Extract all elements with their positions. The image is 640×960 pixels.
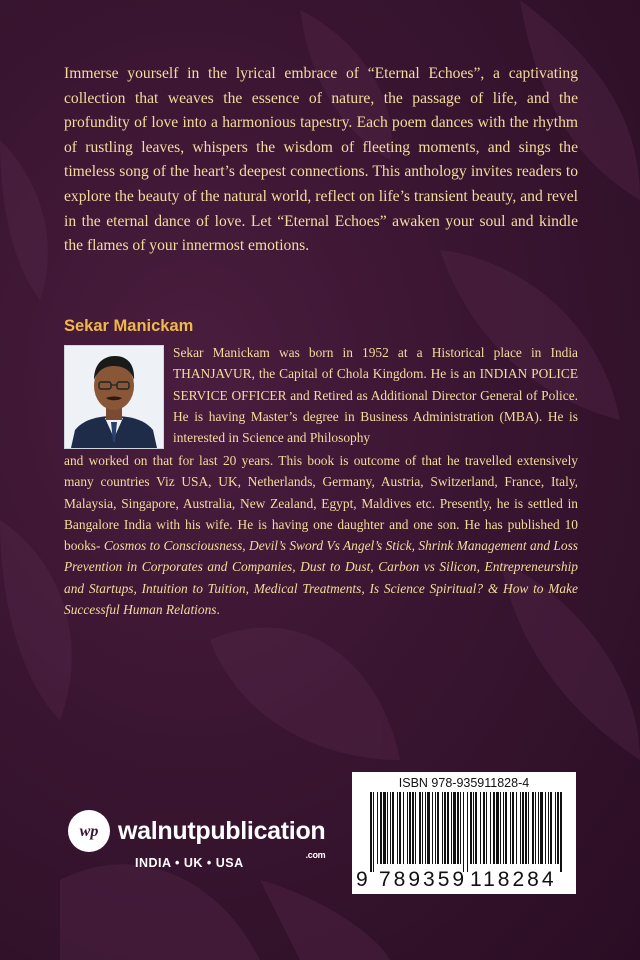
barcode-bar [532,792,534,864]
barcode-bar [463,792,464,872]
barcode-bar [557,792,559,864]
barcode-bar [496,792,499,864]
barcode-bar [437,792,439,864]
author-book-list: Cosmos to Consciousness, Devil’s Sword Vs Angel’s Stick, Shrink Management and Loss Prevention in Corporates and Companies, Dust to Dust, Carbon vs Silicon, Entrepreneurship and Startups, Intuition to Tuition, Medical Treatments, Is Science Spiritual? & How to Make Successful Human Relations [64,538,578,618]
barcode-bar [407,792,408,864]
author-bio-end: . [216,602,220,618]
isbn-digits [352,868,576,890]
barcode-bar [560,792,562,872]
barcode-bar [528,792,529,864]
barcode-bar [397,792,398,864]
barcode-bar [422,792,423,864]
barcode-bar [512,792,514,864]
barcode-bar [453,792,456,864]
isbn-label: ISBN 978-935911828-4 [398,776,530,790]
publisher-logo [68,810,326,860]
publisher-logo-mark [68,810,110,852]
publisher-name-text: walnutpublication [118,817,326,845]
barcode-bar [419,792,421,864]
barcode-bar [548,792,549,864]
barcode-bar [510,792,511,864]
barcode-bar [520,792,521,864]
barcode-bar [457,792,459,864]
barcode-bar [370,792,372,872]
svg-text:wp: wp [79,823,99,840]
walnut-wp-icon [74,820,104,842]
barcode-bar [460,792,461,864]
barcode-bar [486,792,487,864]
barcode-bar [373,792,374,872]
author-bio-continued [64,450,578,620]
barcode-bar [451,792,452,864]
author-photo [64,345,164,449]
author-bio-intro: Sekar Manickam was born in 1952 at a Historical place in India THANJAVUR, the Capital of Chola Kingdom. He is an INDIAN POLICE SERVICE OFFICER and Retired as Additional Director General of Police. He is having Master’s degree in Business Administration (MBA). He is interested in Science and Philosophy [173,345,578,446]
barcode-bar [490,792,491,864]
book-description: Immerse yourself in the lyrical embrace of “Eternal Echoes”, a captivating collection that weaves the essence of nature, the passage of life, and the profundity of love into a harmonious tapestry. Each poem dances with the rhythm of rustling leaves, whispers the wisdom of fleeting moments, and sings the timeless song of the heart’s deepest connections. This anthology invites readers to explore the beauty of the natural world, reflect on life’s transient beauty, and revel in the eternal dance of love. Let “Eternal Echoes” awaken your soul and kindle the flames of your innermost emotions. [64,65,578,255]
author-bio-text: and worked on that for last 20 years. This book is outcome of that he travelled extensively many countries Viz USA, UK, Netherlands, Germany, Austria, Switzerland, France, Italy, Malaysia, Singapore, Australia, New Zealand, Egypt, Maldives etc. Presently, he is settled in Bangalore India with his wife. He is having one daughter and one son. He has published 10 books- [64,453,578,554]
barcode-bar [500,792,501,864]
barcode-bar [442,792,443,864]
publisher-name [118,817,326,860]
barcode-bar [425,792,426,864]
barcode-bar [383,792,386,864]
barcode-bar [432,792,433,864]
barcode-bar [470,792,472,864]
barcode-bar [475,792,477,864]
barcode-bar [390,792,391,864]
barcode-bar [473,792,474,864]
barcode-bar [550,792,552,864]
publisher-domain: .com [305,850,326,860]
barcode-bar [387,792,388,864]
barcode-bar [377,792,378,864]
barcode-bar [516,792,517,864]
barcode-bar [415,792,416,864]
isbn-barcode-block [352,772,576,894]
isbn-digit-first: 9 [356,868,368,891]
barcode-bar [403,792,404,864]
isbn-digits-right: 118284 [470,868,557,891]
barcode-bar [503,792,504,864]
barcode-bar [444,792,446,864]
barcode-bar [505,792,507,864]
barcode-bar [392,792,394,864]
barcode-bar [545,792,546,864]
isbn-digits-left: 789359 [379,868,468,891]
barcode-bar [483,792,485,864]
barcode-bar [480,792,481,864]
barcode-bar [412,792,414,864]
barcode-bar [409,792,411,864]
barcode-bar [535,792,536,864]
barcode-bar [555,792,556,864]
barcode-bar [540,792,543,864]
barcode-bar [493,792,495,864]
barcode-bar [538,792,539,864]
barcode-bar [380,792,382,864]
author-name: Sekar Manickam [64,317,194,335]
barcode-bar [522,792,524,864]
barcode-bar [467,792,468,872]
barcode [352,792,576,872]
barcode-bar [435,792,436,864]
barcode-bar [427,792,430,864]
barcode-bar [525,792,527,864]
publisher-regions: INDIA • UK • USA [135,856,244,870]
barcode-bar [447,792,449,864]
barcode-bar [399,792,401,864]
